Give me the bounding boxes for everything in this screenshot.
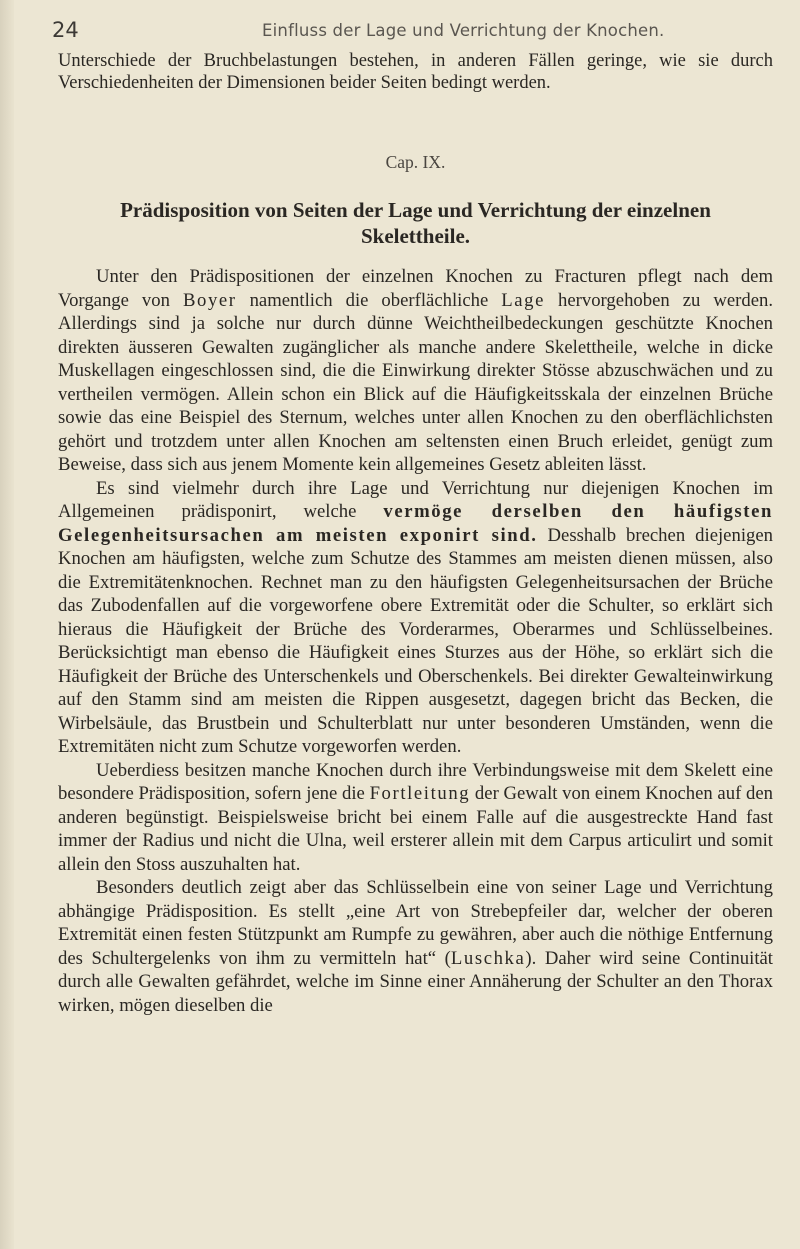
paragraph-3-text-c: der Gewalt von einem Knochen auf den anderen begünstigt. Beispielsweise bricht bei einem Falle auf die ausgestreckte Hand fast immer der Radius und nicht die Ulna, weil ersterer allein mit dem Carpus articulirt und somit allein den Stoss auszuhalten hat. [58,783,773,875]
running-title: Einfluss der Lage und Verrichtung der Knochen. [262,21,665,40]
page-binding-shadow [0,0,14,1249]
paragraph-2-text-a: Es sind vielmehr durch ihre Lage und Verrichtung nur diejenigen Knochen im Allgemeinen prädisponirt, welche [58,477,773,522]
paragraph-1-text-e: hervorgehoben zu werden. Allerdings sind ja solche nur durch dünne Weichtheilbedeckungen geschützte Knochen direkten äusseren Gewalten zugänglicher als manche andere Skelettheile, welche in dicke Muskellagen eingeschlossen sind, die die Einwirkung direkter Stösse abzuschwächen und zu vertheilen vermögen. Allein schon ein Blick auf die Häufigkeitsskala der einzelnen Brüche sowie das eine Beispiel des Sternum, welches unter allen Knochen zu den oberflächlichsten gehört und trotzdem unter allen Knochen am seltensten einen Bruch erleidet, genügt zum Beweise, dass sich aus jenem Momente kein allgemeines Gesetz ableiten lässt. [58,289,774,475]
paragraph-3-text-a: Ueberdiess besitzen manche Knochen durch ihre Verbindungsweise mit dem Skelett eine besondere Prädisposition, sofern jene die [58,759,773,804]
paragraph-1-text-c: namentlich die oberflächliche [236,289,502,311]
emphasis-fortleitung: Fortleitung [369,783,471,804]
paragraph-1 [58,265,773,477]
paragraph-4 [58,876,773,1017]
author-name-luschka: Luschka [450,947,526,969]
paragraph-4-text-c: ). Daher wird seine Continuität durch alle Gewalten gefährdet, welche im Sinne einer Annäherung der Schulter an den Thorax wirken, mögen dieselben die [58,947,773,1016]
author-name-boyer: Boyer [182,289,237,311]
chapter-body [58,265,773,1017]
paragraph-4-text-a: Besonders deutlich zeigt aber das Schlüsselbein eine von seiner Lage und Verrichtung abhängige Prädisposition. Es stellt „eine Art von Strebepfeiler dar, welcher der oberen Extremität einen festen Stützpunkt am Rumpfe zu gewähren, aber auch die nöthige Entfernung des Schultergelenks von ihm zu vermitteln hat“ ( [58,877,773,969]
intro-paragraph: Unterschiede der Bruchbelastungen bestehen, in anderen Fällen geringe, wie sie durch Verschiedenheiten der Dimensionen beider Seiten bedingt werden. [58,51,773,93]
page-number: 24 [52,18,79,42]
emphasis-lage: Lage [501,289,546,311]
paragraph-2 [58,477,773,759]
book-page [52,14,774,1017]
page-header [52,14,773,44]
emphasis-gelegenheitsursachen: vermöge derselben den häufigsten Gelegenheitsursachen am meisten exponirt sind. [58,501,774,546]
chapter-number: Cap. IX. [385,152,446,172]
paragraph-2-text-c: Desshalb brechen diejenigen Knochen am häufigsten, welche zum Schutze des Stammes am meisten dienen müssen, also die Extremitätenknochen. Rechnet man zu den häufigsten Gelegenheitsursachen der Brüche das Zubodenfallen auf die vorgeworfene obere Extremität oder die Schulter, so erklärt sich hieraus die Häufigkeit der Brüche des Vorderarmes, Oberarmes und Schlüsselbeines. Berücksichtigt man ebenso die Häufigkeit eines Sturzes aus der Höhe, so erklärt sich die Häufigkeit der Brüche des Unterschenkels und Oberschenkels. Bei direkter Gewalteinwirkung auf den Stamm sind am meisten die Rippen ausgesetzt, dagegen bricht das Becken, die Wirbelsäule, das Brustbein und Schulterblatt nur unter besonderen Umständen, wenn die Extremitäten nicht zum Schutze vorgeworfen werden. [58,524,773,757]
paragraph-3 [58,759,773,877]
paragraph-1-text-a: Unter den Prädispositionen der einzelnen Knochen zu Fracturen pflegt nach dem Vorgange von [58,266,773,311]
chapter-title: Prädisposition von Seiten der Lage und Verrichtung der einzelnen Skelettheile. [120,198,711,248]
